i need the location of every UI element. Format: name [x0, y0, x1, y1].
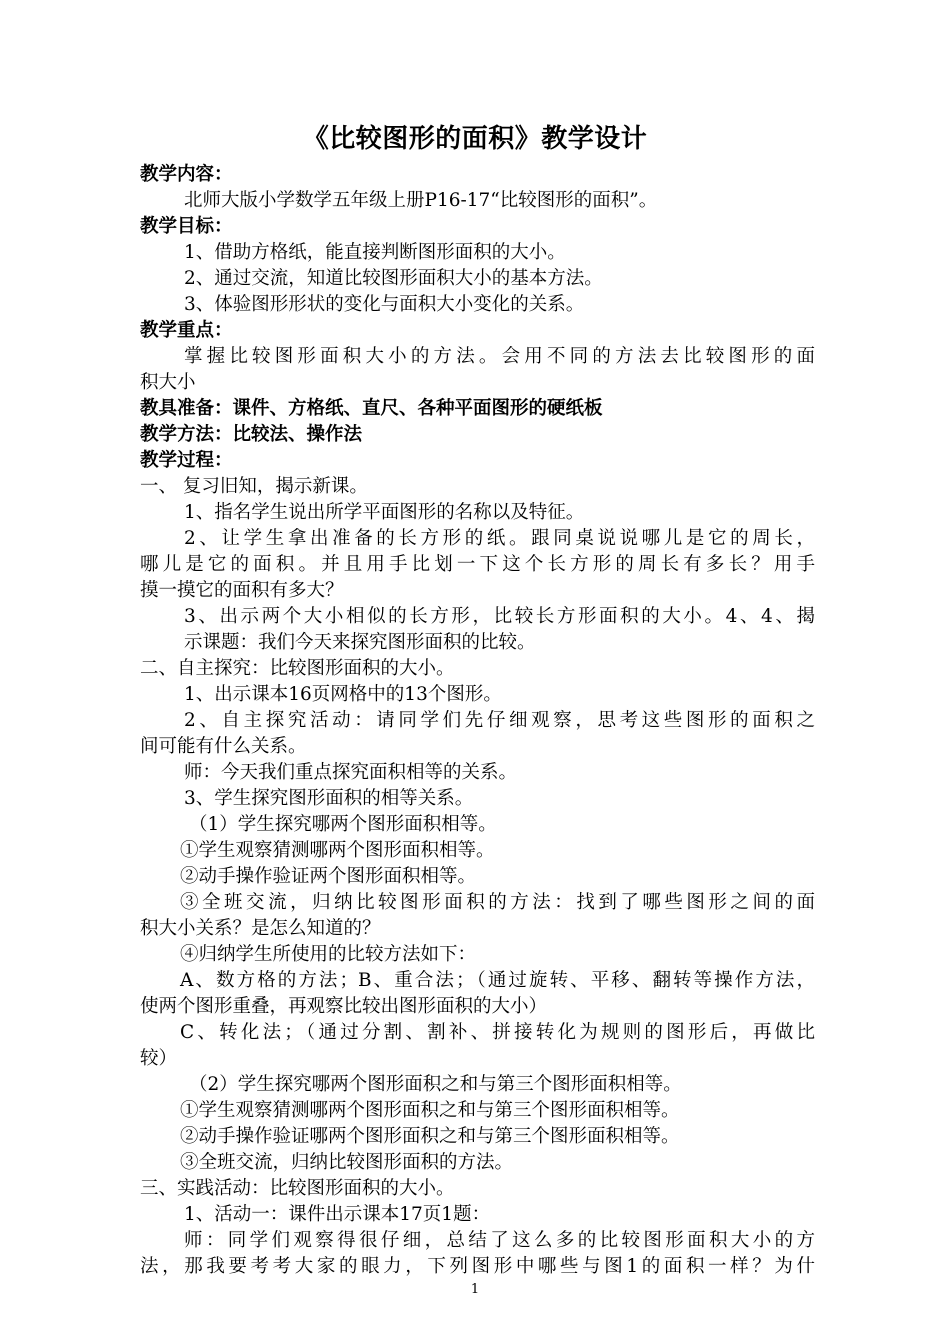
paragraph-line: 师：今天我们重点探究面积相等的关系。	[184, 762, 518, 783]
paragraph-line: C、转化法；（通过分割、割补、拼接转化为规则的图形后，再做比	[180, 1022, 815, 1043]
paragraph-line: 1、指名学生说出所学平面图形的名称以及特征。	[184, 502, 585, 523]
paragraph-line: 积大小关系？是怎么知道的？	[140, 918, 381, 939]
paragraph-line: 使两个图形重叠，再观察比较出图形面积的大小）	[140, 996, 548, 1017]
heading-objectives: 教学目标：	[140, 216, 233, 237]
paragraph-line: 3、学生探究图形面积的相等关系。	[184, 788, 474, 809]
heading-process: 教学过程：	[140, 450, 233, 471]
paragraph-line: 示课题：我们今天来探究图形面积的比较。	[184, 632, 536, 653]
paragraph-line: 师：同学们观察得很仔细，总结了这么多的比较图形面积大小的方	[184, 1230, 815, 1251]
paragraph-line: ③全班交流，归纳比较图形面积的方法。	[180, 1152, 514, 1173]
paragraph-line: （1）学生探究哪两个图形面积相等。	[189, 814, 497, 835]
paragraph-line: ①学生观察猜测哪两个图形面积相等。	[180, 840, 495, 861]
paragraph-line: 掌握比较图形面积大小的方法。会用不同的方法去比较图形的面	[184, 346, 815, 367]
paragraph-line: ④归纳学生所使用的比较方法如下：	[180, 944, 477, 965]
section-heading: 三、实践活动：比较图形面积的大小。	[140, 1178, 455, 1199]
heading-materials: 教具准备：课件、方格纸、直尺、各种平面图形的硬纸板	[140, 398, 603, 419]
paragraph-line: ②动手操作验证两个图形面积相等。	[180, 866, 477, 887]
paragraph-line: ③全班交流，归纳比较图形面积的方法：找到了哪些图形之间的面	[180, 892, 815, 913]
paragraph-line: 2、自主探究活动：请同学们先仔细观察，思考这些图形的面积之	[184, 710, 815, 731]
paragraph-line: 2、让学生拿出准备的长方形的纸。跟同桌说说哪儿是它的周长，	[184, 528, 815, 549]
heading-content: 教学内容：	[140, 164, 233, 185]
paragraph-line: 间可能有什么关系。	[140, 736, 307, 757]
paragraph-line: 1、出示课本16页网格中的13个图形。	[184, 684, 502, 705]
paragraph-line: 2、通过交流，知道比较图形面积大小的基本方法。	[184, 268, 603, 289]
paragraph-line: 哪儿是它的面积。并且用手比划一下这个长方形的周长有多长？用手	[140, 554, 815, 575]
document-title: 《比较图形的面积》教学设计	[302, 124, 648, 154]
paragraph-line: 法，那我要考考大家的眼力，下列图形中哪些与图1的面积一样？为什	[140, 1256, 815, 1277]
paragraph-line: 北师大版小学数学五年级上册P16-17“比较图形的面积”。	[184, 190, 658, 211]
paragraph-line: ①学生观察猜测哪两个图形面积之和与第三个图形面积相等。	[180, 1100, 680, 1121]
heading-methods: 教学方法：比较法、操作法	[140, 424, 363, 445]
paragraph-line: 1、活动一：课件出示课本17页1题：	[184, 1204, 491, 1225]
paragraph-line: 摸一摸它的面积有多大？	[140, 580, 344, 601]
paragraph-line: 1、借助方格纸，能直接判断图形面积的大小。	[184, 242, 566, 263]
paragraph-line: 积大小	[140, 372, 196, 393]
paragraph-line: 较）	[140, 1048, 178, 1069]
paragraph-line: 3、出示两个大小相似的长方形，比较长方形面积的大小。4、4、揭	[184, 606, 815, 627]
paragraph-line: 3、体验图形形状的变化与面积大小变化的关系。	[184, 294, 585, 315]
section-heading: 一、 复习旧知，揭示新课。	[140, 476, 368, 497]
paragraph-line: ②动手操作验证哪两个图形面积之和与第三个图形面积相等。	[180, 1126, 680, 1147]
paragraph-line: （2）学生探究哪两个图形面积之和与第三个图形面积相等。	[189, 1074, 682, 1095]
page-number: 1	[470, 1282, 480, 1297]
section-heading: 二、自主探究：比较图形面积的大小。	[140, 658, 455, 679]
heading-key-points: 教学重点：	[140, 320, 233, 341]
paragraph-line: A、数方格的方法；B、重合法；（通过旋转、平移、翻转等操作方法，	[180, 970, 815, 991]
